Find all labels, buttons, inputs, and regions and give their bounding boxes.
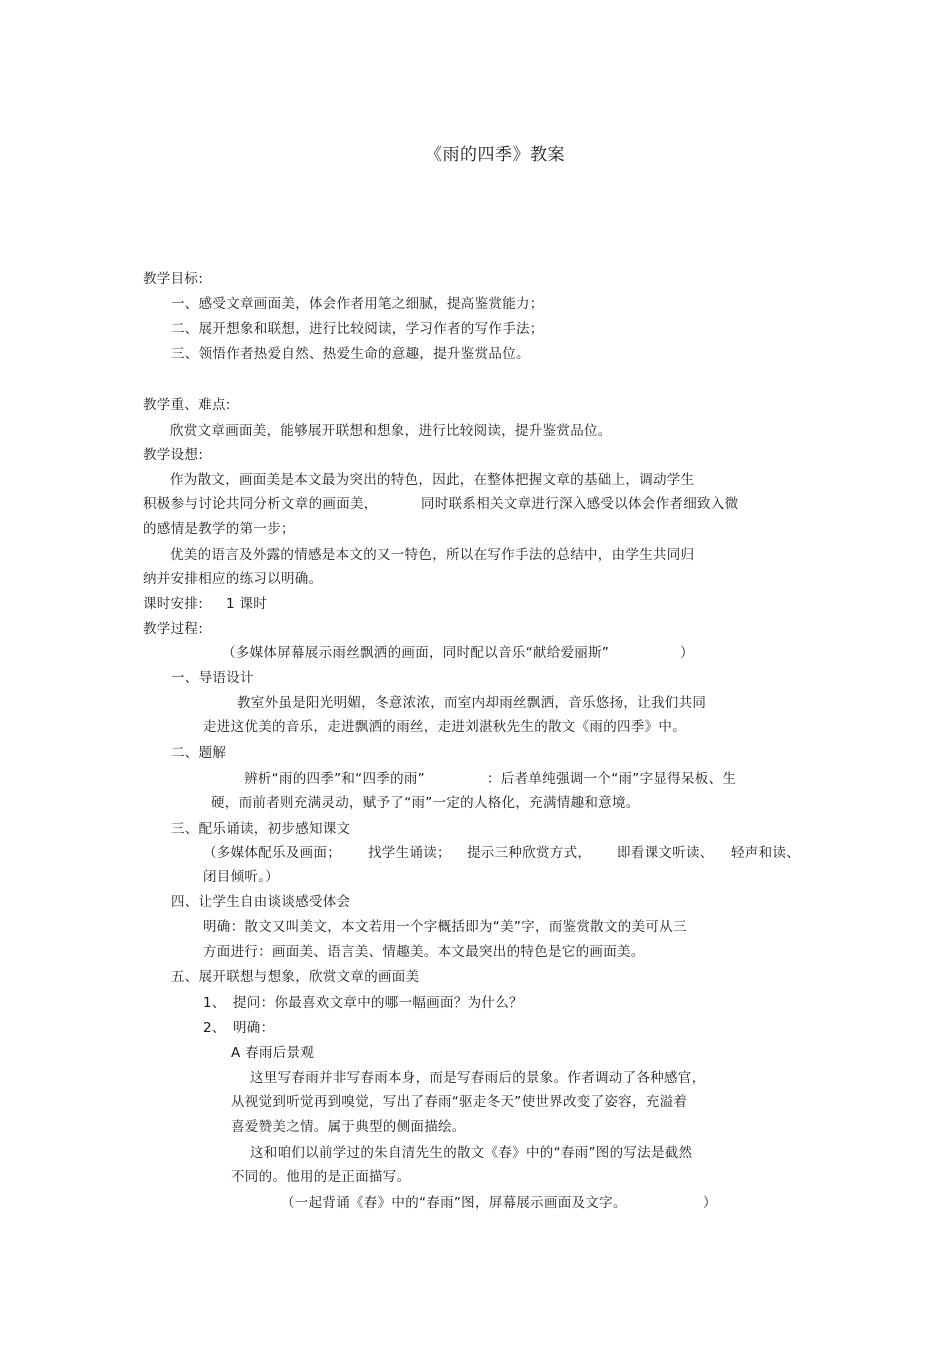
item-number: 2、: [203, 1020, 226, 1036]
section-heading: 二、题解: [171, 745, 227, 761]
focus-heading: 教学重、难点:: [143, 397, 231, 413]
section-line: 明确：: [233, 1020, 275, 1036]
section-line: 找学生诵读；: [368, 845, 451, 861]
section-line: 提示三种欣赏方式，: [467, 845, 592, 861]
design-line: 同时联系相关文章进行深入感受以体会作者细致入微: [421, 496, 739, 512]
design-line: 的感情是教学的第一步；: [143, 521, 295, 537]
process-intro: （多媒体屏幕展示雨丝飘洒的画面，同时配以音乐“献给爱丽斯”: [222, 645, 610, 661]
section-line: 走进这优美的音乐，走进飘洒的雨丝，走进刘湛秋先生的散文《雨的四季》中。: [203, 719, 686, 735]
section-line: 明确：散文又叫美文，本文若用一个字概括即为“美”字，而鉴赏散文的美可从三: [203, 919, 687, 935]
design-line: 优美的语言及外露的情感是本文的又一特色，所以在写作手法的总结中，由学生共同归: [170, 547, 695, 563]
section-line: 闭目倾听。）: [203, 869, 280, 885]
section-heading: 四、让学生自由谈谈感受体会: [171, 894, 351, 910]
goals-heading: 教学目标:: [143, 271, 204, 287]
section-line: 提问：你最喜欢文章中的哪一幅画面？为什么？: [233, 995, 523, 1011]
focus-text: 欣赏文章画面美，能够展开联想和想象，进行比较阅读，提升鉴赏品位。: [170, 423, 612, 439]
section-line: 即看课文听读、: [617, 845, 714, 861]
section-line: 方面进行：画面美、语言美、情趣美。本文最突出的特色是它的画面美。: [203, 944, 645, 960]
section-line: 不同的。他用的是正面描写。: [231, 1169, 411, 1185]
design-line: 作为散文，画面美是本文最为突出的特色，因此，在整体把握文章的基础上，调动学生: [170, 472, 695, 488]
goal-item: 三、领悟作者热爱自然、热爱生命的意趣，提升鉴赏品位。: [171, 346, 530, 362]
section-line: 辨析“雨的四季”和“四季的雨”: [244, 771, 425, 787]
design-line: 纳并安排相应的练习以明确。: [143, 571, 323, 587]
subsection-label: A 春雨后景观: [231, 1045, 315, 1061]
section-note: （一起背诵《春》中的“春雨”图，屏幕展示画面及文字。: [281, 1195, 627, 1211]
section-line: 硬，而前者则充满灵动，赋予了“雨”一定的人格化，充满情趣和意境。: [211, 795, 640, 811]
item-number: 1、: [203, 995, 226, 1011]
document-title: 《雨的四季》教案: [425, 145, 565, 165]
section-heading: 一、导语设计: [171, 670, 254, 686]
goal-item: 一、感受文章画面美，体会作者用笔之细腻，提高鉴赏能力；: [171, 296, 544, 312]
schedule-label: 课时安排:: [143, 596, 204, 612]
section-heading: 三、配乐诵读，初步感知课文: [171, 821, 351, 837]
section-line: 从视觉到听觉再到嗅觉，写出了春雨“驱走冬天”使世界改变了姿容，充溢着: [231, 1094, 688, 1110]
section-line: 这和咱们以前学过的朱自清先生的散文《春》中的“春雨”图的写法是截然: [250, 1145, 693, 1161]
section-line: 轻声和读、: [731, 845, 800, 861]
section-line: （多媒体配乐及画面；: [203, 845, 341, 861]
section-line: 这里写春雨并非写春雨本身，而是写春雨后的景象。作者调动了各种感官，: [250, 1070, 706, 1086]
section-heading: 五、展开联想与想象，欣赏文章的画面美: [171, 969, 420, 985]
process-heading: 教学过程:: [143, 621, 204, 637]
design-line: 积极参与讨论共同分析文章的画面美，: [143, 496, 378, 512]
process-intro-close: ）: [680, 645, 694, 661]
section-line: ：后者单纯强调一个“雨”字显得呆板、生: [487, 771, 737, 787]
schedule-value: 1 课时: [226, 596, 268, 612]
design-heading: 教学设想:: [143, 447, 204, 463]
goal-item: 二、展开想象和联想，进行比较阅读，学习作者的写作手法；: [171, 321, 544, 337]
section-line: 喜爱赞美之情。属于典型的侧面描绘。: [231, 1119, 466, 1135]
section-note-close: ）: [703, 1195, 717, 1211]
section-line: 教室外虽是阳光明媚，冬意浓浓，而室内却雨丝飘洒，音乐悠扬，让我们共同: [237, 695, 707, 711]
